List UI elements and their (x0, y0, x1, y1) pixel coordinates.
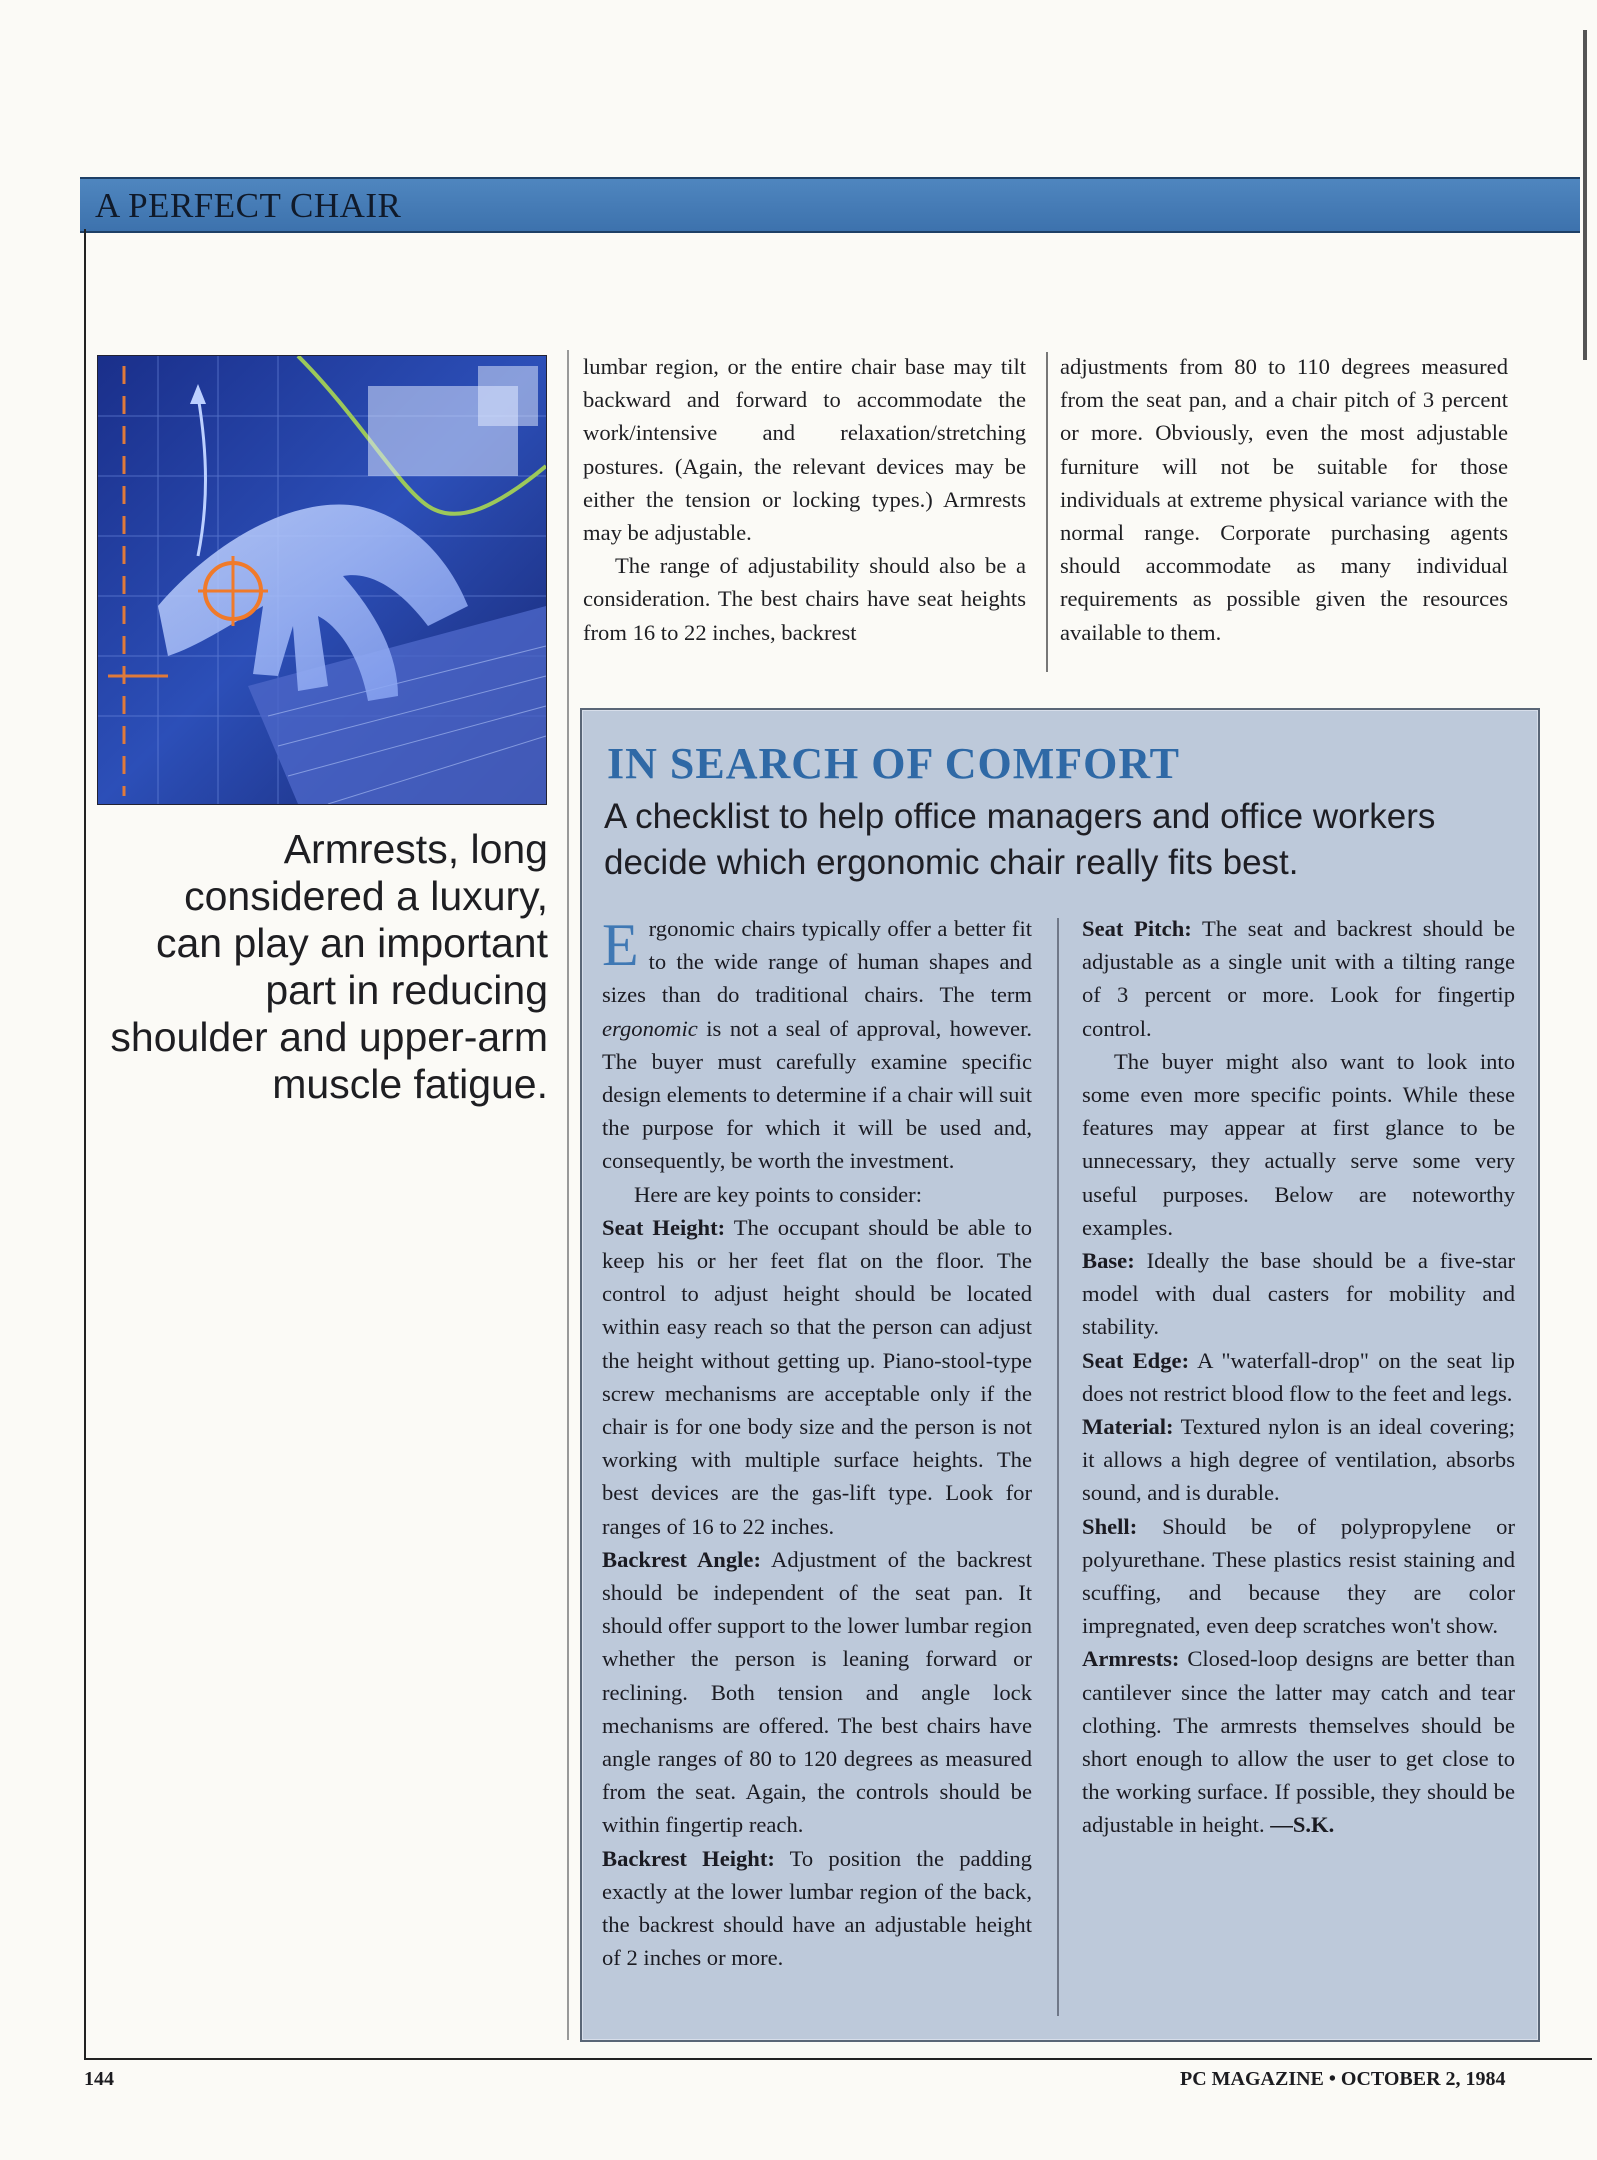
extra-term: Base: (1082, 1248, 1135, 1274)
extra-term: Seat Edge: (1082, 1347, 1190, 1373)
sidebar-column-1 (602, 912, 1032, 1975)
checklist-term: Seat Height: (602, 1214, 726, 1240)
checklist-text: Adjustment of the backrest should be independent of the seat pan. It should offer support to the lower lumbar region whether the person is leaning forward or reclining. Both tension and angle lock mechanisms are offered. The best chairs have angle ranges of 80 to 120 degrees as measured from the seat. Again, the controls should be within fingertip reach. (602, 1546, 1032, 1838)
checklist-term: Seat Pitch: (1082, 916, 1192, 941)
checklist-term: Backrest Angle: (602, 1546, 761, 1572)
extra-item (1082, 1510, 1515, 1643)
ergonomic-hand-illustration (97, 355, 547, 805)
extra-term: Material: (1082, 1414, 1174, 1440)
article-paragraph: adjustments from 80 to 110 degrees measured from the seat pan, and a chair pitch of 3 percent or more. Obviously, even the most adjustable furniture will not be suitable for those individuals at extreme physical variance with the normal range. Corporate purchasing agents should accommodate as many individual requirements as possible given the resources available to them. (1060, 354, 1508, 645)
checklist-text: The seat and backrest should be adjustable as a single unit with a tilting range of 3 percent or more. Look for fingertip control. (1082, 916, 1515, 1041)
extra-text: A "waterfall-drop" on the seat lip does not restrict blood flow to the feet and legs. (1082, 1347, 1515, 1406)
column-divider (567, 350, 569, 2040)
author-signature: —S.K. (1270, 1812, 1335, 1838)
sidebar-column-2 (1082, 912, 1515, 1842)
extra-text: Should be of polypropylene or polyurethane. These plastics resist staining and scuffing, and because they are color impregnated, even deep scratches won't show. (1082, 1513, 1515, 1639)
article-paragraph: The range of adjustability should also be a consideration. The best chairs have seat heights from 16 to 22 inches, backrest (583, 553, 1026, 645)
key-points-line: Here are key points to consider: (634, 1181, 922, 1207)
checklist-text: The occupant should be able to keep his or her feet flat on the floor. The control to adjust height should be located within easy reach so that the person can adjust the height without getting up. Piano-stool-type screw mechanisms are acceptable only if the chair is for one body size and the person is not working with multiple surface heights. The best devices are the gas-lift type. Look for ranges of 16 to 22 inches. (602, 1214, 1032, 1539)
checklist-item (1082, 912, 1515, 1045)
extra-text: Textured nylon is an ideal covering; it allows a high degree of ventilation, absorbs sound, and is durable. (1082, 1414, 1515, 1506)
extra-item (1082, 1410, 1515, 1510)
extra-item (1082, 1344, 1515, 1410)
image-caption: Armrests, long considered a luxury, can play an important part in reducing shoulder and upper-arm muscle fatigue. (110, 826, 548, 1107)
section-title: A PERFECT CHAIR (95, 186, 402, 225)
article-column-1 (583, 350, 1026, 649)
page-edge-mark (1583, 30, 1587, 360)
checklist-item (602, 1543, 1032, 1842)
extra-item (1082, 1244, 1515, 1344)
frame-left-rule (84, 229, 86, 2059)
frame-bottom-rule (84, 2058, 1592, 2060)
sidebar-subtitle: A checklist to help office managers and office workers decide which ergonomic chair really fits best. (604, 797, 1436, 882)
sidebar-title: IN SEARCH OF COMFORT (607, 739, 1180, 788)
further-points: The buyer might also want to look into some even more specific points. While these features may appear at first glance to be unnecessary, they actually serve some very useful purposes. Below are noteworthy examples. (1082, 1048, 1515, 1240)
intro-emphasis: ergonomic (602, 1015, 698, 1041)
intro-text-cont: is not a seal of approval, however. The buyer must carefully examine specific design elements to determine if a chair will suit the purpose for which it will be used and, consequently, be worth the investment. (602, 1015, 1032, 1174)
extra-term: Armrests: (1082, 1646, 1180, 1672)
extra-item (1082, 1642, 1515, 1841)
extra-text: Ideally the base should be a five-star model with dual casters for mobility and stability. (1082, 1248, 1515, 1340)
intro-text: rgonomic chairs typically offer a better fit to the wide range of human shapes and sizes than do traditional chairs. The term (602, 916, 1032, 1008)
checklist-item (602, 1842, 1032, 1975)
article-paragraph: lumbar region, or the entire chair base may tilt backward and forward to accommodate the work/intensive and relaxation/stretching postures. (Again, the relevant devices may be either the tension or locking types.) Armrests may be adjustable. (583, 354, 1026, 546)
publication-line: PC MAGAZINE • OCTOBER 2, 1984 (1180, 2068, 1506, 2090)
extra-term: Shell: (1082, 1513, 1138, 1539)
top-column-divider (1046, 352, 1048, 672)
checklist-item (602, 1211, 1032, 1543)
checklist-term: Backrest Height: (602, 1845, 775, 1871)
extra-text: Closed-loop designs are better than cantilever since the latter may catch and tear clothing. The armrests themselves should be short enough to allow the user to get close to the working surface. If possible, they should be adjustable in height. (1082, 1646, 1515, 1838)
page-number: 144 (84, 2068, 114, 2090)
checklist-text: To position the padding exactly at the lower lumbar region of the back, the backrest should have an adjustable height of 2 inches or more. (602, 1845, 1032, 1971)
article-column-2 (1060, 350, 1508, 649)
sidebar-column-divider (1057, 918, 1059, 2016)
drop-cap: E (602, 912, 639, 978)
